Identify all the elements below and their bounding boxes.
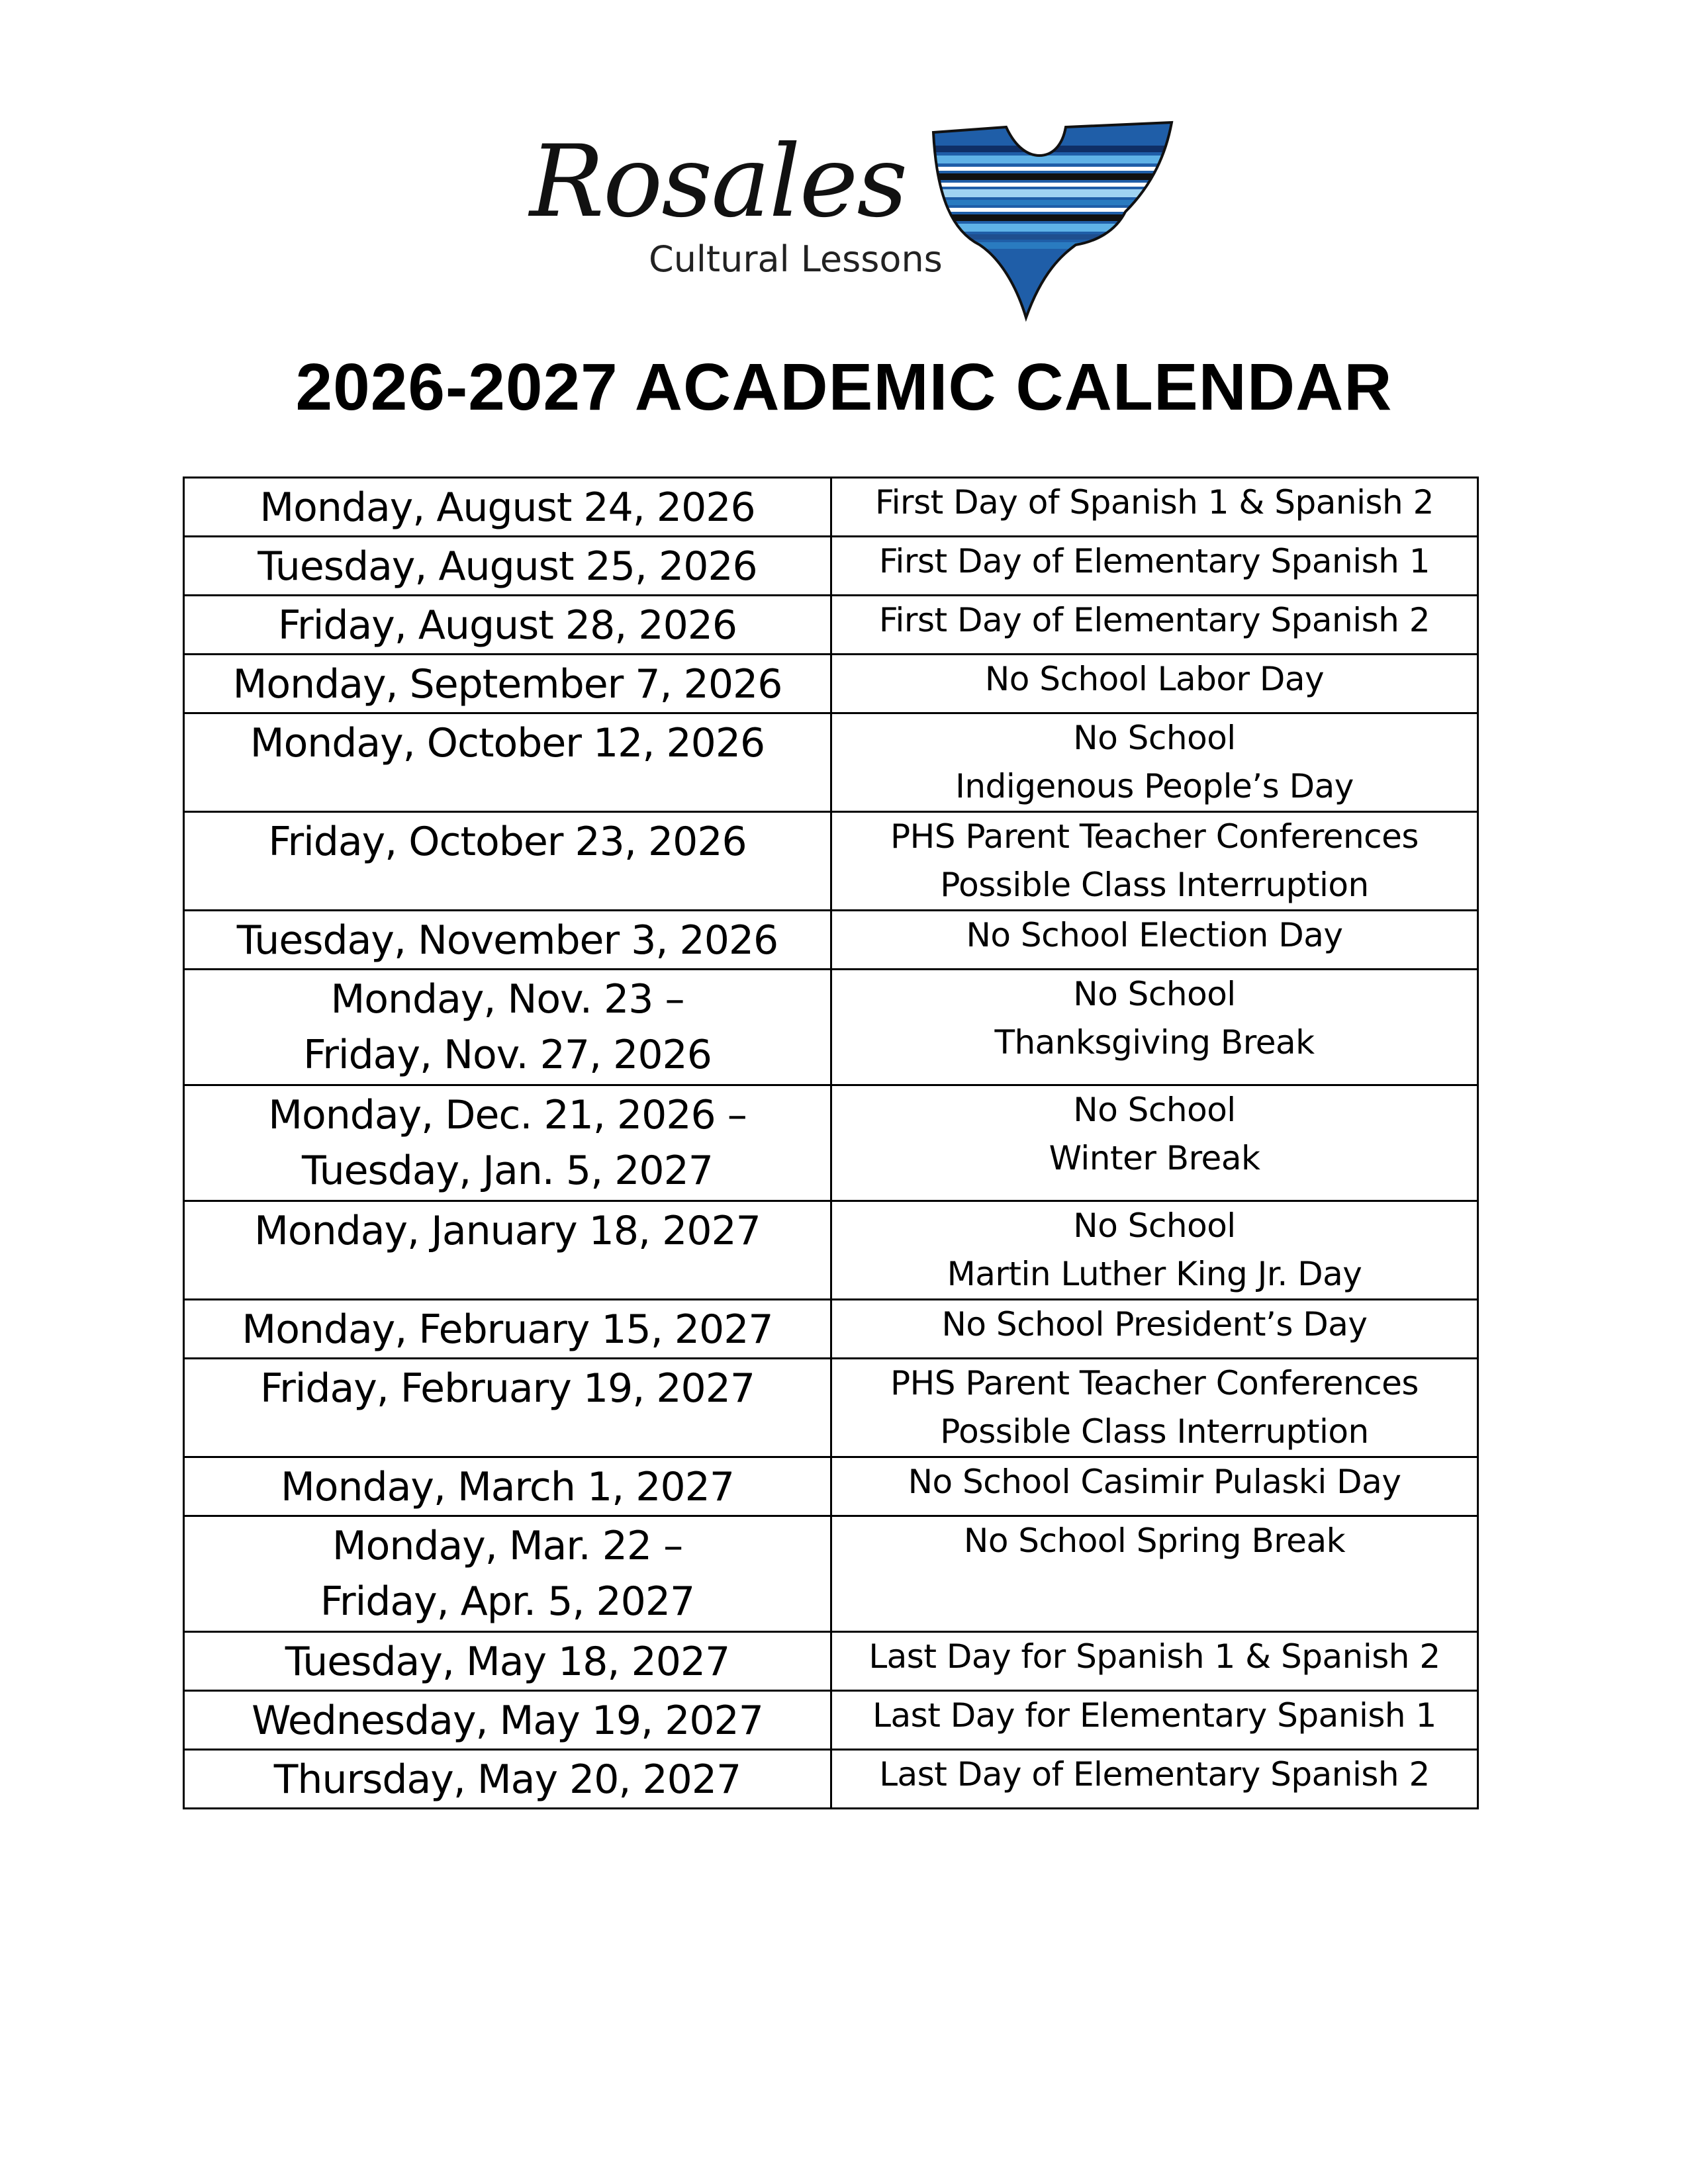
rosales-logo — [516, 119, 1178, 331]
event-cell — [831, 713, 1478, 812]
date-line: Monday, March 1, 2027 — [281, 1464, 734, 1510]
date-cell — [184, 596, 831, 655]
serape-shirt-icon — [927, 119, 1178, 324]
event-cell — [831, 911, 1478, 970]
event-line: PHS Parent Teacher Conferences — [890, 817, 1419, 856]
event-cell — [831, 1516, 1478, 1632]
date-cell — [184, 1359, 831, 1457]
event-line: No School — [1073, 975, 1236, 1013]
table-row — [184, 1300, 1478, 1359]
date-cell — [184, 1516, 831, 1632]
date-line: Monday, Mar. 22 – — [332, 1523, 683, 1569]
event-cell — [831, 1632, 1478, 1691]
date-cell — [184, 1691, 831, 1750]
event-line: Indigenous People’s Day — [955, 767, 1354, 805]
event-line: Last Day for Spanish 1 & Spanish 2 — [868, 1637, 1440, 1676]
table-row — [184, 655, 1478, 713]
event-line: No School Spring Break — [963, 1522, 1346, 1560]
date-line: Monday, February 15, 2027 — [242, 1306, 773, 1353]
date-cell — [184, 1201, 831, 1300]
date-cell — [184, 1632, 831, 1691]
date-line: Monday, August 24, 2026 — [259, 484, 755, 531]
event-line: First Day of Elementary Spanish 2 — [878, 601, 1430, 639]
event-line: Possible Class Interruption — [940, 1412, 1369, 1451]
event-line: No School Election Day — [966, 916, 1343, 954]
event-cell — [831, 1300, 1478, 1359]
date-cell — [184, 911, 831, 970]
date-cell — [184, 655, 831, 713]
event-cell — [831, 1750, 1478, 1809]
date-cell — [184, 812, 831, 911]
event-cell — [831, 537, 1478, 596]
date-line: Friday, October 23, 2026 — [268, 819, 747, 865]
date-line: Monday, January 18, 2027 — [254, 1208, 761, 1254]
event-line: No School — [1073, 1091, 1236, 1129]
event-line: Winter Break — [1049, 1139, 1260, 1177]
event-line: First Day of Elementary Spanish 1 — [878, 542, 1430, 580]
table-row — [184, 1457, 1478, 1516]
date-cell — [184, 970, 831, 1085]
date-cell — [184, 1457, 831, 1516]
table-row — [184, 478, 1478, 537]
date-line: Friday, Apr. 5, 2027 — [320, 1578, 695, 1625]
academic-calendar-table — [183, 477, 1479, 1809]
event-line: Martin Luther King Jr. Day — [947, 1255, 1362, 1293]
page-title: 2026-2027 ACADEMIC CALENDAR — [295, 350, 1393, 424]
event-line: Last Day of Elementary Spanish 2 — [879, 1755, 1430, 1794]
table-row — [184, 812, 1478, 911]
event-line: No School — [1073, 719, 1236, 757]
event-cell — [831, 1201, 1478, 1300]
event-cell — [831, 1085, 1478, 1201]
table-row — [184, 1201, 1478, 1300]
table-row — [184, 1085, 1478, 1201]
logo-tagline: Cultural Lessons — [649, 238, 943, 280]
table-row — [184, 1632, 1478, 1691]
date-line: Friday, Nov. 27, 2026 — [303, 1032, 712, 1078]
table-row — [184, 1516, 1478, 1632]
event-cell — [831, 970, 1478, 1085]
table-row — [184, 537, 1478, 596]
event-cell — [831, 655, 1478, 713]
event-cell — [831, 478, 1478, 537]
event-line: No School Labor Day — [984, 660, 1325, 698]
date-line: Monday, September 7, 2026 — [232, 661, 782, 707]
date-line: Monday, Dec. 21, 2026 – — [268, 1092, 747, 1138]
date-line: Tuesday, August 25, 2026 — [258, 543, 757, 590]
date-cell — [184, 537, 831, 596]
date-cell — [184, 1300, 831, 1359]
date-line: Monday, Nov. 23 – — [330, 976, 684, 1023]
date-cell — [184, 478, 831, 537]
date-line: Thursday, May 20, 2027 — [273, 1756, 741, 1803]
event-cell — [831, 812, 1478, 911]
event-line: Thanksgiving Break — [994, 1023, 1315, 1062]
table-row — [184, 596, 1478, 655]
event-line: First Day of Spanish 1 & Spanish 2 — [875, 483, 1434, 522]
date-cell — [184, 713, 831, 812]
event-line: No School President’s Day — [941, 1305, 1368, 1343]
table-row — [184, 1691, 1478, 1750]
table-row — [184, 911, 1478, 970]
date-cell — [184, 1085, 831, 1201]
date-line: Tuesday, Jan. 5, 2027 — [302, 1148, 713, 1194]
event-cell — [831, 1691, 1478, 1750]
date-line: Friday, August 28, 2026 — [277, 602, 737, 649]
event-line: Possible Class Interruption — [940, 866, 1369, 904]
date-cell — [184, 1750, 831, 1809]
event-cell — [831, 596, 1478, 655]
event-cell — [831, 1359, 1478, 1457]
event-line: No School — [1073, 1206, 1236, 1245]
table-row — [184, 1359, 1478, 1457]
table-row — [184, 713, 1478, 812]
date-line: Wednesday, May 19, 2027 — [252, 1698, 763, 1744]
event-line: Last Day for Elementary Spanish 1 — [872, 1696, 1436, 1735]
event-line: PHS Parent Teacher Conferences — [890, 1364, 1419, 1402]
date-line: Tuesday, May 18, 2027 — [285, 1639, 730, 1685]
event-line: No School Casimir Pulaski Day — [908, 1463, 1401, 1501]
date-line: Tuesday, November 3, 2026 — [236, 917, 778, 964]
date-line: Monday, October 12, 2026 — [250, 720, 765, 766]
event-cell — [831, 1457, 1478, 1516]
table-row — [184, 1750, 1478, 1809]
date-line: Friday, February 19, 2027 — [259, 1365, 755, 1412]
table-row — [184, 970, 1478, 1085]
logo-name: Rosales — [530, 124, 907, 240]
